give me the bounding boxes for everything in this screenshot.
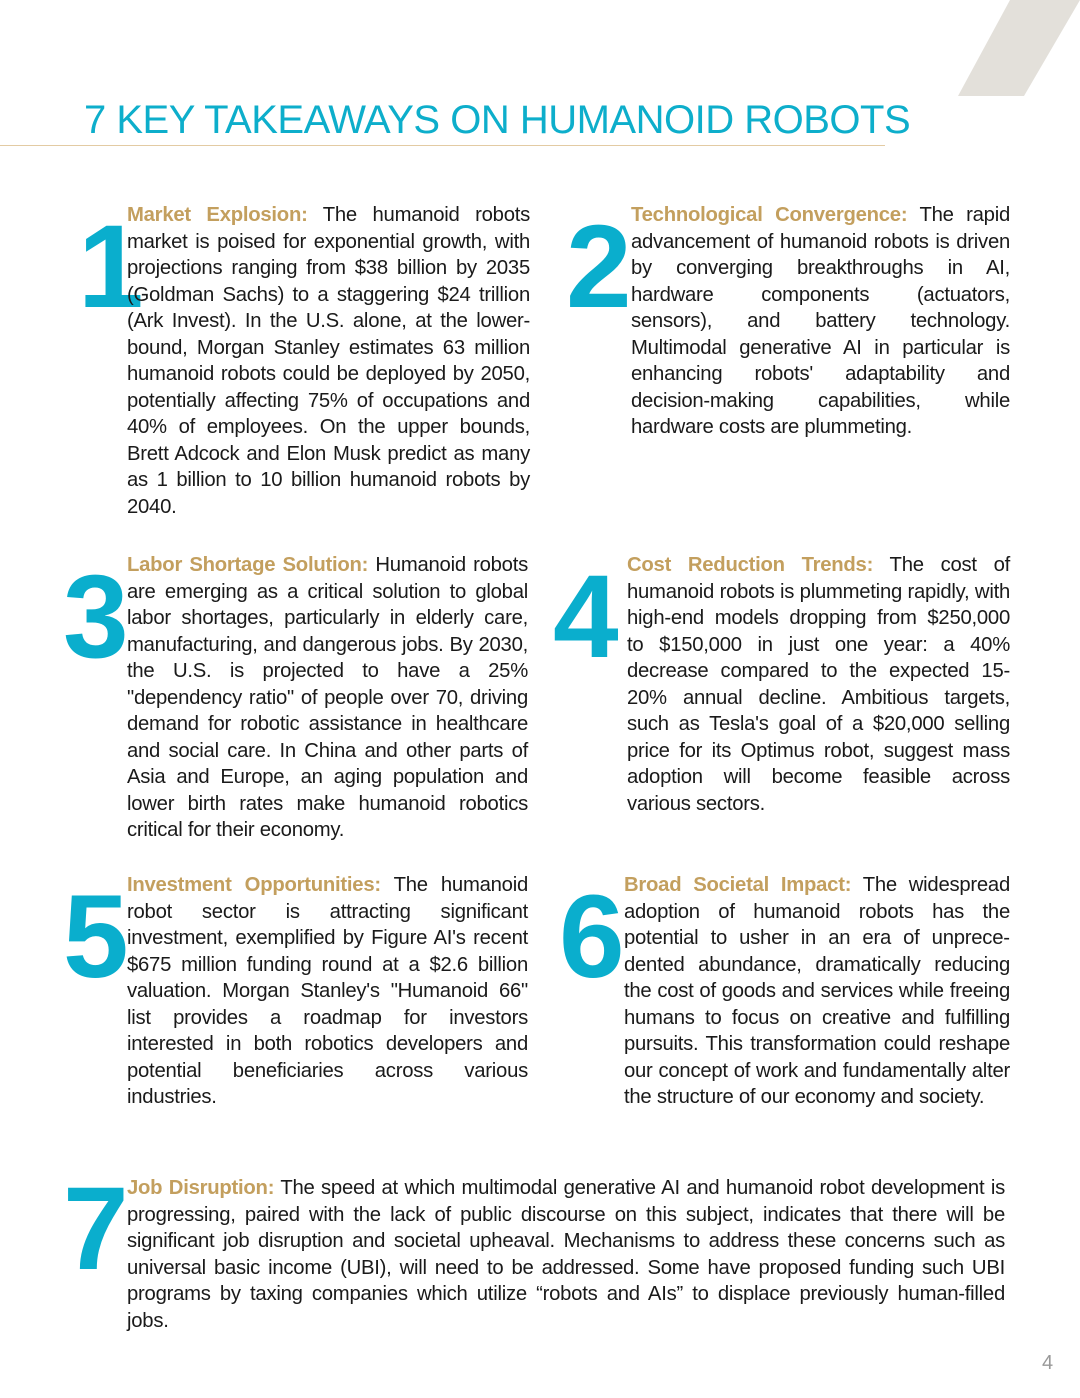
takeaway-heading: Broad Societal Impact: <box>624 874 852 896</box>
takeaway-heading: Cost Reduction Trends: <box>627 554 874 576</box>
takeaway-text: The speed at which multimodal generative AI and humanoid robot development is progressing, paired with the lack of public discourse on this subject, indicates that there will be significant job disruption and societal upheaval. Mechanisms to address these concerns such as universal basic income (UBI), will need to be addressed. Some have proposed funding such UBI programs by taxing companies which utilize “robots and AIs” to displace previously human-filled jobs. <box>127 1177 1005 1332</box>
takeaway-text: The humanoid robot sector is attracting significant investment, exemplified by Figure AI's recent $675 million funding round at a $2.6 billion valuation. Morgan Stanley's "Humanoid 66" list provides a roadmap for investors interested in both robotics developers and potential beneficiaries across various industries. <box>127 874 528 1108</box>
takeaway-6 <box>624 872 1010 1111</box>
page-number: 4 <box>1042 1352 1054 1374</box>
takeaway-5 <box>127 872 528 1111</box>
takeaway-text: The humanoid robots market is poised for exponential growth, with projections ranging from $38 billion by 2035 (Goldman Sachs) to a staggering $24 trillion (Ark Invest). In the U.S. alone, at the lower-bound, Morgan Stanley estimates 63 million humanoid robots could be deployed by 2050, potentially affecting 75% of occupations and 40% of employees. On the upper bounds, Brett Adcock and Elon Musk predict as many as 1 billion to 10 billion humanoid robots by 2040. <box>127 204 530 518</box>
takeaway-heading: Market Explosion: <box>127 204 308 226</box>
takeaway-1 <box>127 202 530 520</box>
corner-decoration <box>0 0 1080 100</box>
takeaway-heading: Technological Convergence: <box>631 204 908 226</box>
takeaway-4 <box>627 552 1010 817</box>
takeaway-number-1: 1 <box>78 201 140 333</box>
takeaway-heading: Job Disruption: <box>127 1177 275 1199</box>
takeaway-heading: Labor Shortage Solution: <box>127 554 369 576</box>
takeaway-number-6: 6 <box>559 871 621 1003</box>
takeaway-text: Humanoid robots are emerging as a critical solution to global labor shortages, particularly in elderly care, manufacturing, and dangerous jobs. By 2030, the U.S. is projected to have a 25% "dependency ratio" of people over 70, driving demand for robotic assistance in healthcare and social care. In China and other parts of Asia and Europe, an aging population and lower birth rates make humanoid robotics critical for their economy. <box>127 554 528 841</box>
takeaway-number-2: 2 <box>566 201 628 333</box>
takeaway-2 <box>631 202 1010 441</box>
takeaway-3 <box>127 552 528 844</box>
takeaway-text: The cost of humanoid robots is plummeting rapidly, with high-end models dropping from $250,000 to $150,000 in just one year: a 40% decrease compared to the expected 15-20% annual decline. Ambitious targets, such as Tesla's goal of a $20,000 selling price for its Optimus robot, suggest mass adoption will become feasible across various sectors. <box>627 554 1010 815</box>
takeaway-7 <box>127 1175 1005 1334</box>
takeaway-number-3: 3 <box>63 551 125 683</box>
title-divider <box>0 145 885 146</box>
takeaway-text: The widespread adoption of humanoid robots has the potential to usher in an era of unprecedented abundance, dramatically reducing the cost of goods and services while freeing humans to focus on creative and fulfilling pursuits. This transformation could reshape our concept of work and fundamentally alter the structure of our economy and society. <box>624 874 1010 1108</box>
takeaway-heading: Investment Opportunities: <box>127 874 381 896</box>
takeaway-number-7: 7 <box>63 1163 125 1295</box>
takeaway-text: The rapid advancement of humanoid robots is driven by converging breakthroughs in AI, hardware components (actuators, sensors), and battery technology. Multimodal generative AI in particular is enhancing robots' adaptability and decision-making capabilities, while hardware costs are plummeting. <box>631 204 1011 438</box>
page-title: 7 KEY TAKEAWAYS ON HUMANOID ROBOTS <box>84 98 911 142</box>
takeaway-number-5: 5 <box>63 871 125 1003</box>
takeaway-number-4: 4 <box>553 551 615 683</box>
